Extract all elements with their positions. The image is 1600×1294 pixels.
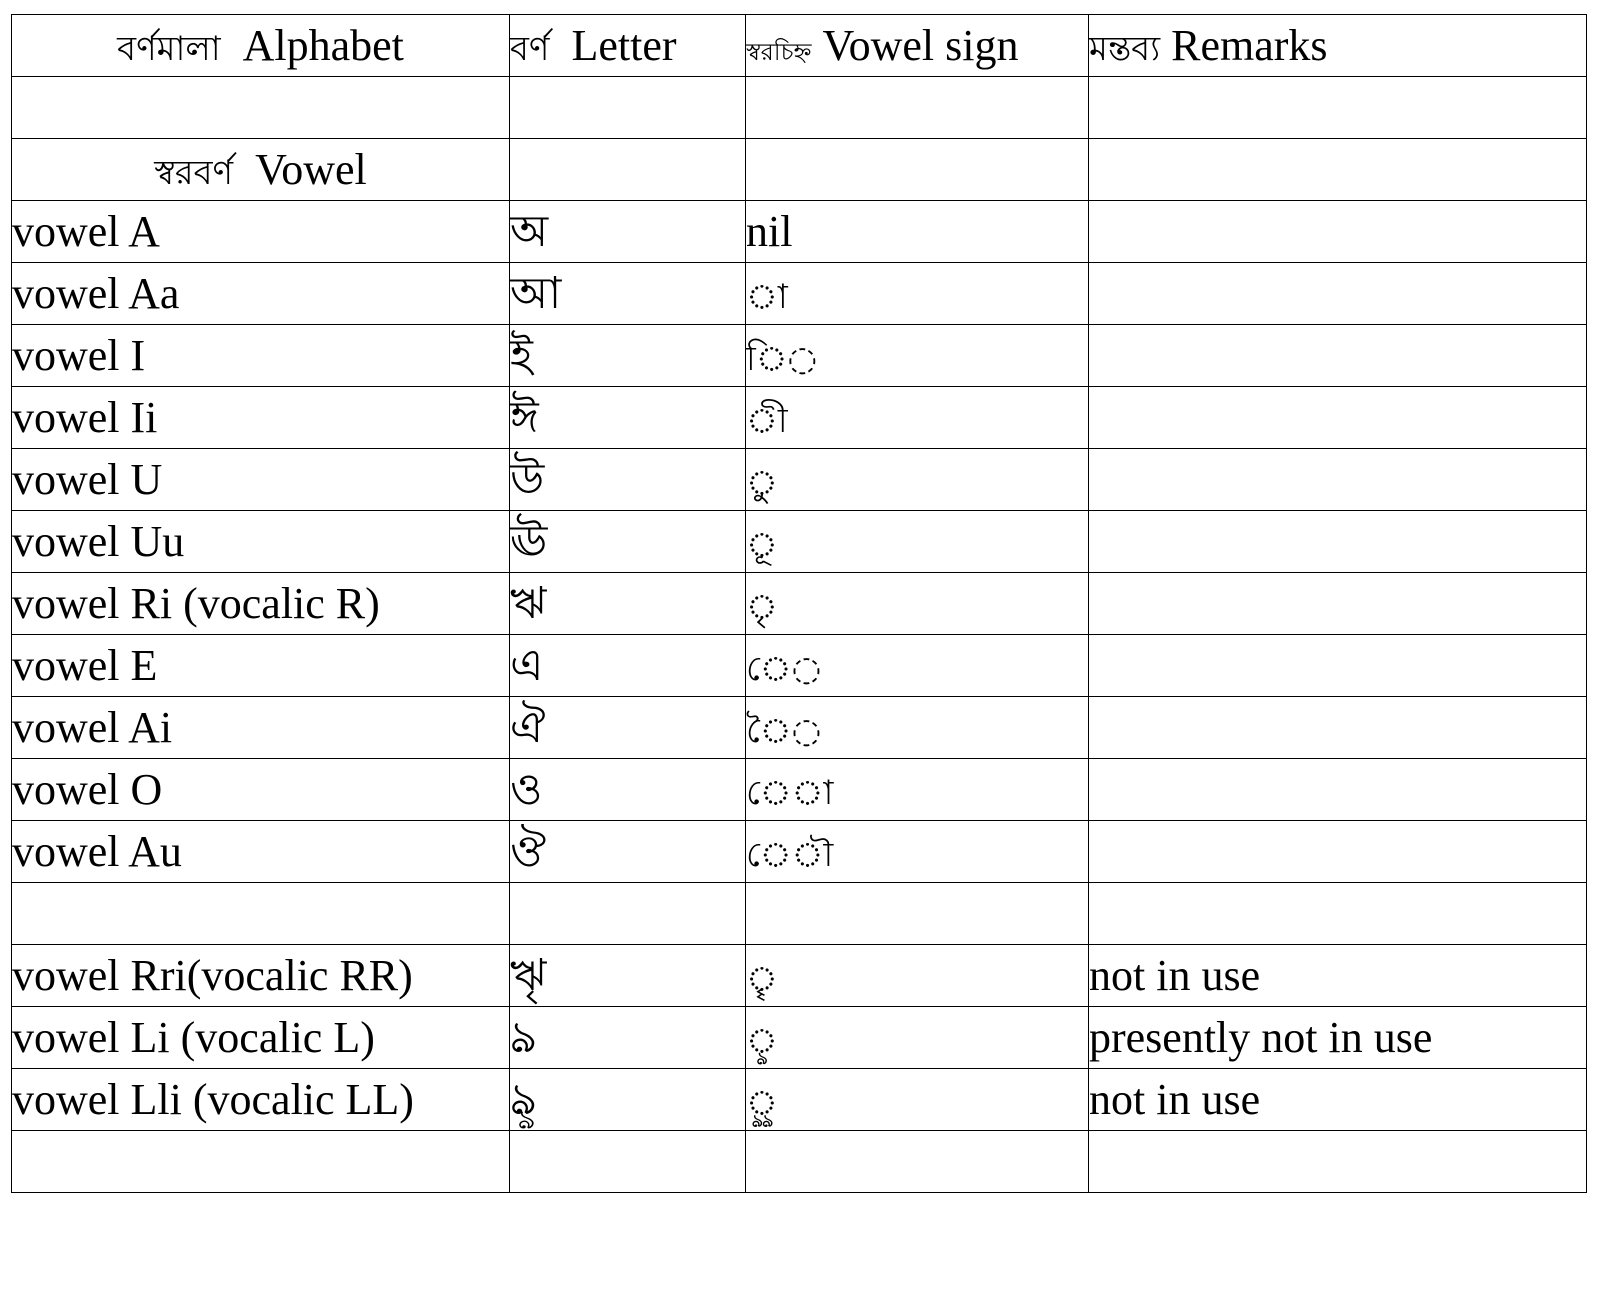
section-title-english: Vowel [255,144,367,194]
vowel-remark [1089,511,1587,573]
vowel-sign [746,449,1089,511]
vowel-row [12,387,1587,449]
vowel-sign [746,263,1089,325]
vowel-sign [746,759,1089,821]
vowel-row [12,573,1587,635]
vowel-sign-glyph: ◌ু [746,462,778,503]
vowel-sign [746,573,1089,635]
vowel-remark: presently not in use [1089,1007,1587,1069]
vowel-sign-glyph: ◌ৣ [746,1082,778,1123]
vowel-row [12,511,1587,573]
vowel-letter: ৡ [510,1069,746,1131]
vowel-sign [746,635,1089,697]
vowel-letter: ঐ [510,697,746,759]
empty-row [12,883,1587,945]
vowel-remark [1089,263,1587,325]
vowel-remark: not in use [1089,945,1587,1007]
header-alphabet-english: Alphabet [242,20,404,70]
header-vowel-sign-english: Vowel sign [822,20,1019,70]
vowel-sign-glyph: ে◌ [746,648,822,689]
vowel-sign-glyph: nil [746,206,793,256]
vowel-name: vowel Ri (vocalic R) [12,573,510,635]
vowel-letter: ঋ [510,573,746,635]
header-letter-bengali: বর্ণ [510,28,550,69]
vowel-sign-glyph: ি◌ [746,338,818,379]
vowel-letter: আ [510,263,746,325]
vowel-letter: ঊ [510,511,746,573]
vowel-letter: ও [510,759,746,821]
vowel-name: vowel U [12,449,510,511]
vowel-remark [1089,325,1587,387]
vowel-row [12,325,1587,387]
vowel-letter: ঌ [510,1007,746,1069]
vowel-remark [1089,759,1587,821]
vowel-remark [1089,573,1587,635]
vowel-name: vowel A [12,201,510,263]
extra-vowel-row [12,945,1587,1007]
vowel-remark: not in use [1089,1069,1587,1131]
section-title-bengali: স্বরবর্ণ [154,152,234,193]
extra-vowel-row [12,1069,1587,1131]
vowel-remark [1089,449,1587,511]
vowel-sign-glyph: ◌ৄ [746,958,778,999]
vowel-sign-glyph: ে◌ৗ [746,834,834,875]
vowel-remark [1089,201,1587,263]
vowel-row [12,697,1587,759]
vowel-sign [746,387,1089,449]
vowel-name: vowel O [12,759,510,821]
vowel-sign [746,325,1089,387]
vowel-name: vowel E [12,635,510,697]
header-alphabet-bengali: বর্ণমালা [117,28,221,69]
vowel-name: vowel Ii [12,387,510,449]
vowel-sign [746,821,1089,883]
header-remarks-english: Remarks [1171,20,1328,70]
header-vowel-sign [746,15,1089,77]
vowel-name: vowel Lli (vocalic LL) [12,1069,510,1131]
vowel-name: vowel Ai [12,697,510,759]
vowel-name: vowel I [12,325,510,387]
empty-row [12,1131,1587,1193]
vowel-sign-glyph: ◌া [746,276,788,317]
vowel-sign-glyph: ৈ◌ [746,710,822,751]
vowel-letter: ঈ [510,387,746,449]
section-row [12,139,1587,201]
vowel-row [12,635,1587,697]
vowel-sign [746,201,1089,263]
vowel-letter: অ [510,201,746,263]
vowel-letter: ৠ [510,945,746,1007]
extra-vowel-row [12,1007,1587,1069]
vowel-sign [746,945,1089,1007]
vowel-letter: ই [510,325,746,387]
header-row [12,15,1587,77]
header-remarks [1089,15,1587,77]
vowel-letter: এ [510,635,746,697]
vowel-remark [1089,635,1587,697]
vowel-row [12,449,1587,511]
header-vowel-sign-bengali: স্বরচিহ্ন [746,37,812,66]
vowel-row [12,821,1587,883]
vowel-letter: ঔ [510,821,746,883]
section-title [12,139,510,201]
vowel-sign [746,1069,1089,1131]
header-letter [510,15,746,77]
vowel-letter: উ [510,449,746,511]
vowel-sign [746,697,1089,759]
vowel-name: vowel Rri(vocalic RR) [12,945,510,1007]
vowel-name: vowel Uu [12,511,510,573]
header-remarks-bengali: মন্তব্য [1089,28,1161,69]
vowel-sign [746,511,1089,573]
vowel-sign-glyph: ◌ৢ [746,1020,778,1061]
vowel-row [12,263,1587,325]
vowel-row [12,201,1587,263]
vowel-name: vowel Au [12,821,510,883]
vowel-name: vowel Aa [12,263,510,325]
vowel-remark [1089,697,1587,759]
empty-row [12,77,1587,139]
vowel-sign-glyph: ◌ৃ [746,586,778,627]
vowel-remark [1089,821,1587,883]
vowel-name: vowel Li (vocalic L) [12,1007,510,1069]
vowel-alphabet-table [11,14,1587,1193]
vowel-sign-glyph: ে◌া [746,772,834,813]
header-alphabet [12,15,510,77]
header-letter-english: Letter [571,20,677,70]
vowel-sign-glyph: ◌ী [746,400,788,441]
vowel-sign [746,1007,1089,1069]
vowel-row [12,759,1587,821]
vowel-remark [1089,387,1587,449]
vowel-sign-glyph: ◌ূ [746,524,778,565]
